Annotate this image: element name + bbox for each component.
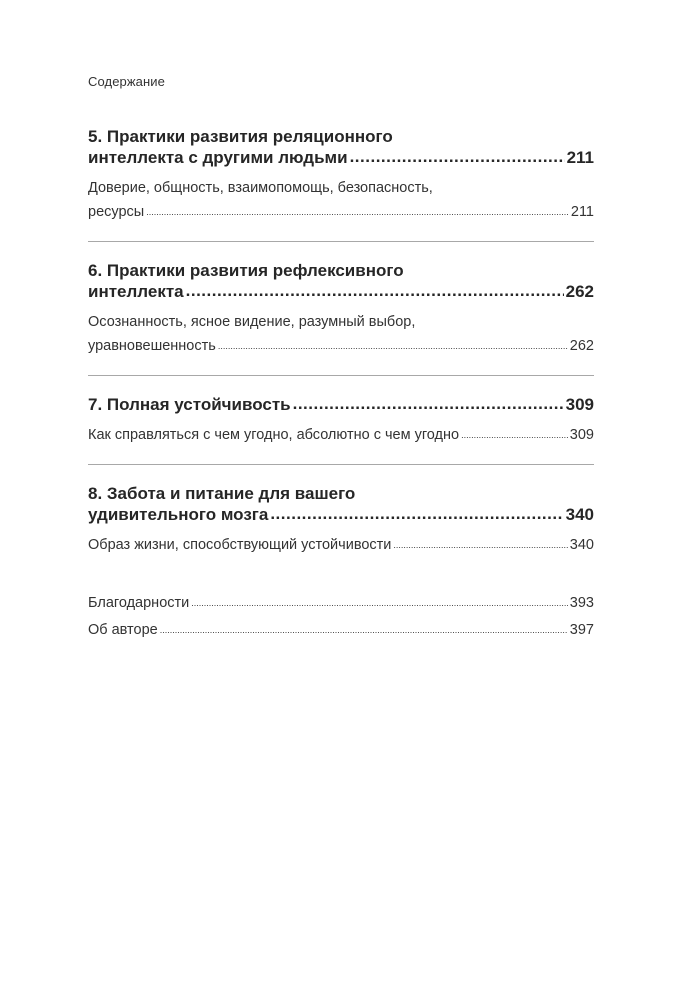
subtitle-page-number: 262 (569, 338, 594, 354)
running-head: Содержание (88, 74, 165, 89)
dot-leader (186, 280, 564, 301)
chapter-page-number: 211 (566, 148, 594, 167)
subtitle-line (88, 533, 594, 558)
toc-chapter-8 (88, 483, 594, 558)
dot-leader (270, 503, 563, 524)
chapter-title-text: интеллекта с другими людьми (88, 148, 348, 167)
subtitle-text: уравновешенность (88, 338, 216, 354)
subtitle-page-number: 309 (569, 427, 594, 443)
backmatter-page-number: 397 (569, 622, 594, 638)
dot-leader (393, 533, 567, 557)
dot-leader (293, 393, 564, 414)
chapter-title-line-1: 5. Практики развития реляционного (88, 127, 393, 146)
backmatter-page-number: 393 (569, 595, 594, 611)
chapter-title-line (88, 394, 594, 415)
chapter-subtitle (88, 533, 594, 558)
toc-backmatter (88, 592, 594, 642)
backmatter-label: Об авторе (88, 622, 158, 638)
dot-leader (146, 200, 569, 224)
subtitle-line-2 (88, 334, 594, 359)
subtitle-line-1: Осознанность, ясное видение, разумный выбор, (88, 314, 416, 330)
chapter-title-text: 7. Полная устойчивость (88, 395, 291, 414)
dot-leader (191, 592, 568, 614)
toc-chapter-5 (88, 126, 594, 225)
spacer (88, 558, 594, 592)
chapter-subtitle (88, 310, 594, 359)
chapter-title-line-2 (88, 281, 594, 302)
chapter-title-text: интеллекта (88, 282, 184, 301)
dot-leader (160, 619, 568, 641)
backmatter-entry-about-author (88, 619, 594, 642)
chapter-subtitle (88, 423, 594, 448)
chapter-title-text: удивительного мозга (88, 505, 269, 524)
subtitle-line (88, 423, 594, 448)
subtitle-line-1: Доверие, общность, взаимопомощь, безопасность, (88, 180, 433, 196)
section-divider (88, 241, 594, 242)
backmatter-entry-acknowledgements (88, 592, 594, 615)
chapter-page-number: 309 (565, 395, 594, 414)
subtitle-text: Как справляться с чем угодно, абсолютно с чем угодно (88, 427, 460, 443)
subtitle-text: ресурсы (88, 204, 145, 220)
chapter-title-line-1: 6. Практики развития рефлексивного (88, 261, 404, 280)
chapter-title (88, 260, 594, 302)
dot-leader (461, 423, 568, 447)
subtitle-text: Образ жизни, способствующий устойчивости (88, 537, 392, 553)
chapter-title-line-2 (88, 504, 594, 525)
subtitle-line-2 (88, 200, 594, 225)
chapter-page-number: 340 (565, 505, 594, 524)
subtitle-page-number: 340 (569, 537, 594, 553)
chapter-title (88, 394, 594, 415)
chapter-title-line-1: 8. Забота и питание для вашего (88, 484, 356, 503)
chapter-subtitle (88, 176, 594, 225)
chapter-title (88, 483, 594, 525)
dot-leader (350, 146, 565, 167)
chapter-title (88, 126, 594, 168)
table-of-contents (88, 126, 594, 646)
backmatter-label: Благодарности (88, 595, 190, 611)
toc-chapter-7 (88, 394, 594, 448)
toc-chapter-6 (88, 260, 594, 359)
subtitle-page-number: 211 (570, 204, 594, 220)
chapter-page-number: 262 (565, 282, 594, 301)
chapter-title-line-2 (88, 147, 594, 168)
section-divider (88, 464, 594, 465)
section-divider (88, 375, 594, 376)
dot-leader (218, 334, 568, 358)
